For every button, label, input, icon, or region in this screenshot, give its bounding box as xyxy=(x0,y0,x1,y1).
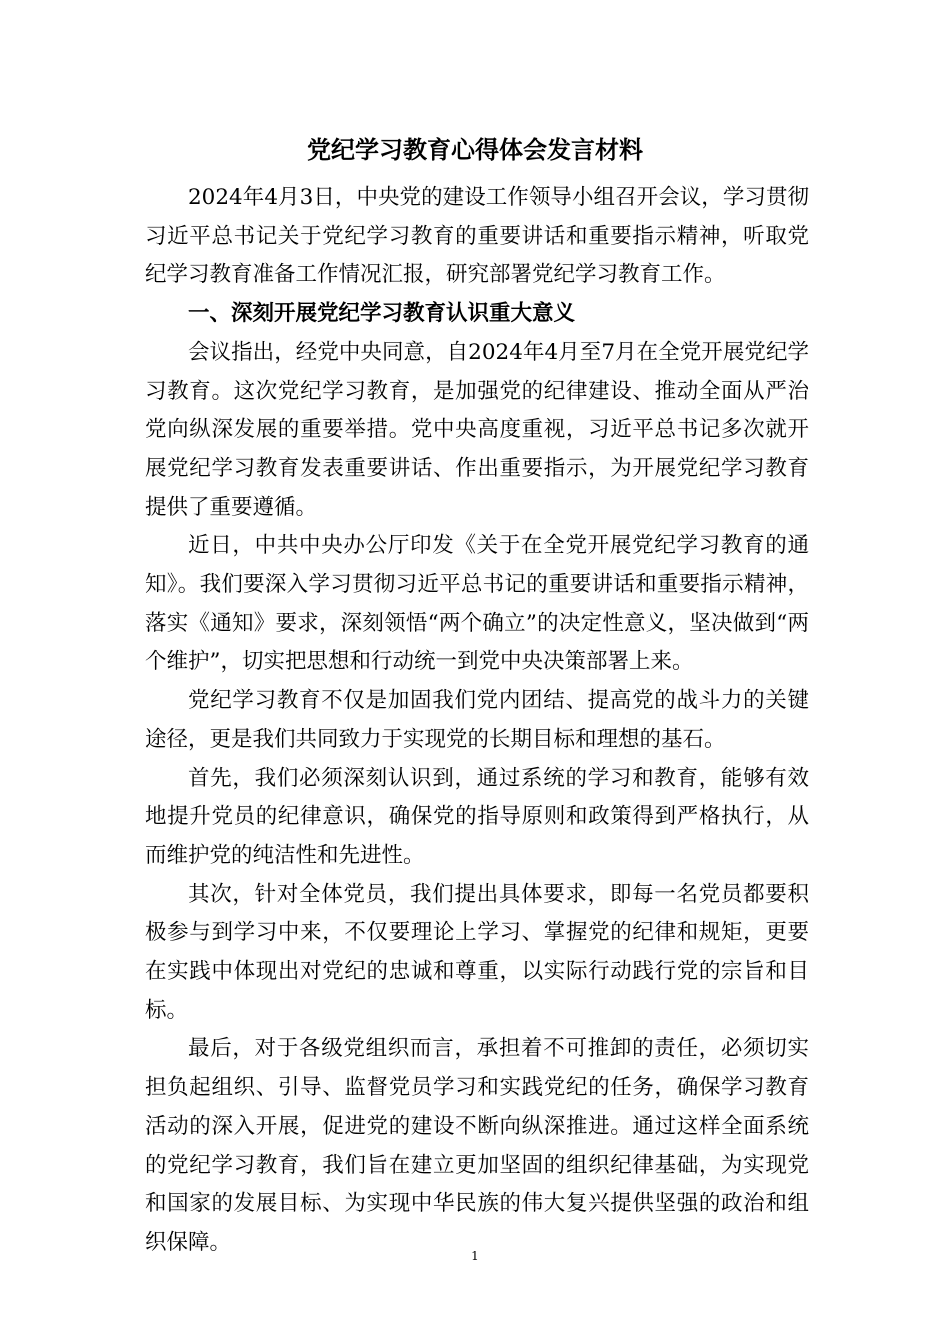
section-heading: 一、深刻开展党纪学习教育认识重大意义 xyxy=(188,301,576,327)
paragraph-significance: 党纪学习教育不仅是加固我们党内团结、提高党的战斗力的关键途径，更是我们共同致力于实现党的长期目标和理想的基石。 xyxy=(145,688,809,752)
paragraph-last: 最后，对于各级党组织而言，承担着不可推卸的责任，必须切实担负起组织、引导、监督党员学习和实践党纪的任务，确保学习教育活动的深入开展，促进党的建设不断向纵深推进。通过这样全面系统的党纪学习教育，我们旨在建立更加坚固的组织纪律基础，为实现党和国家的发展目标、为实现中华民族的伟大复兴提供坚强的政治和组织保障。 xyxy=(145,1036,809,1255)
paragraph-meeting: 会议指出，经党中央同意，自2024年4月至7月在全党开展党纪学习教育。这次党纪学习教育，是加强党的纪律建设、推动全面从严治党向纵深发展的重要举措。党中央高度重视，习近平总书记多次就开展党纪学习教育发表重要讲话、作出重要指示，为开展党纪学习教育提供了重要遵循。 xyxy=(145,339,809,520)
paragraph-first: 首先，我们必须深刻认识到，通过系统的学习和教育，能够有效地提升党员的纪律意识，确保党的指导原则和政策得到严格执行，从而维护党的纯洁性和先进性。 xyxy=(145,765,809,868)
document-body xyxy=(145,179,809,1263)
paragraph-intro: 2024年4月3日，中央党的建设工作领导小组召开会议，学习贯彻习近平总书记关于党纪学习教育的重要讲话和重要指示精神，听取党纪学习教育准备工作情况汇报，研究部署党纪学习教育工作。 xyxy=(145,185,809,288)
paragraph-second: 其次，针对全体党员，我们提出具体要求，即每一名党员都要积极参与到学习中来，不仅要理论上学习、掌握党的纪律和规矩，更要在实践中体现出对党纪的忠诚和尊重，以实际行动践行党的宗旨和目标。 xyxy=(145,881,809,1023)
document-title: 党纪学习教育心得体会发言材料 xyxy=(307,136,643,164)
page-number: 1 xyxy=(471,1249,479,1263)
paragraph-notice: 近日，中共中央办公厅印发《关于在全党开展党纪学习教育的通知》。我们要深入学习贯彻习近平总书记的重要讲话和重要指示精神，落实《通知》要求，深刻领悟“两个确立”的决定性意义，坚决做到“两个维护”，切实把思想和行动统一到党中央决策部署上来。 xyxy=(145,533,809,675)
